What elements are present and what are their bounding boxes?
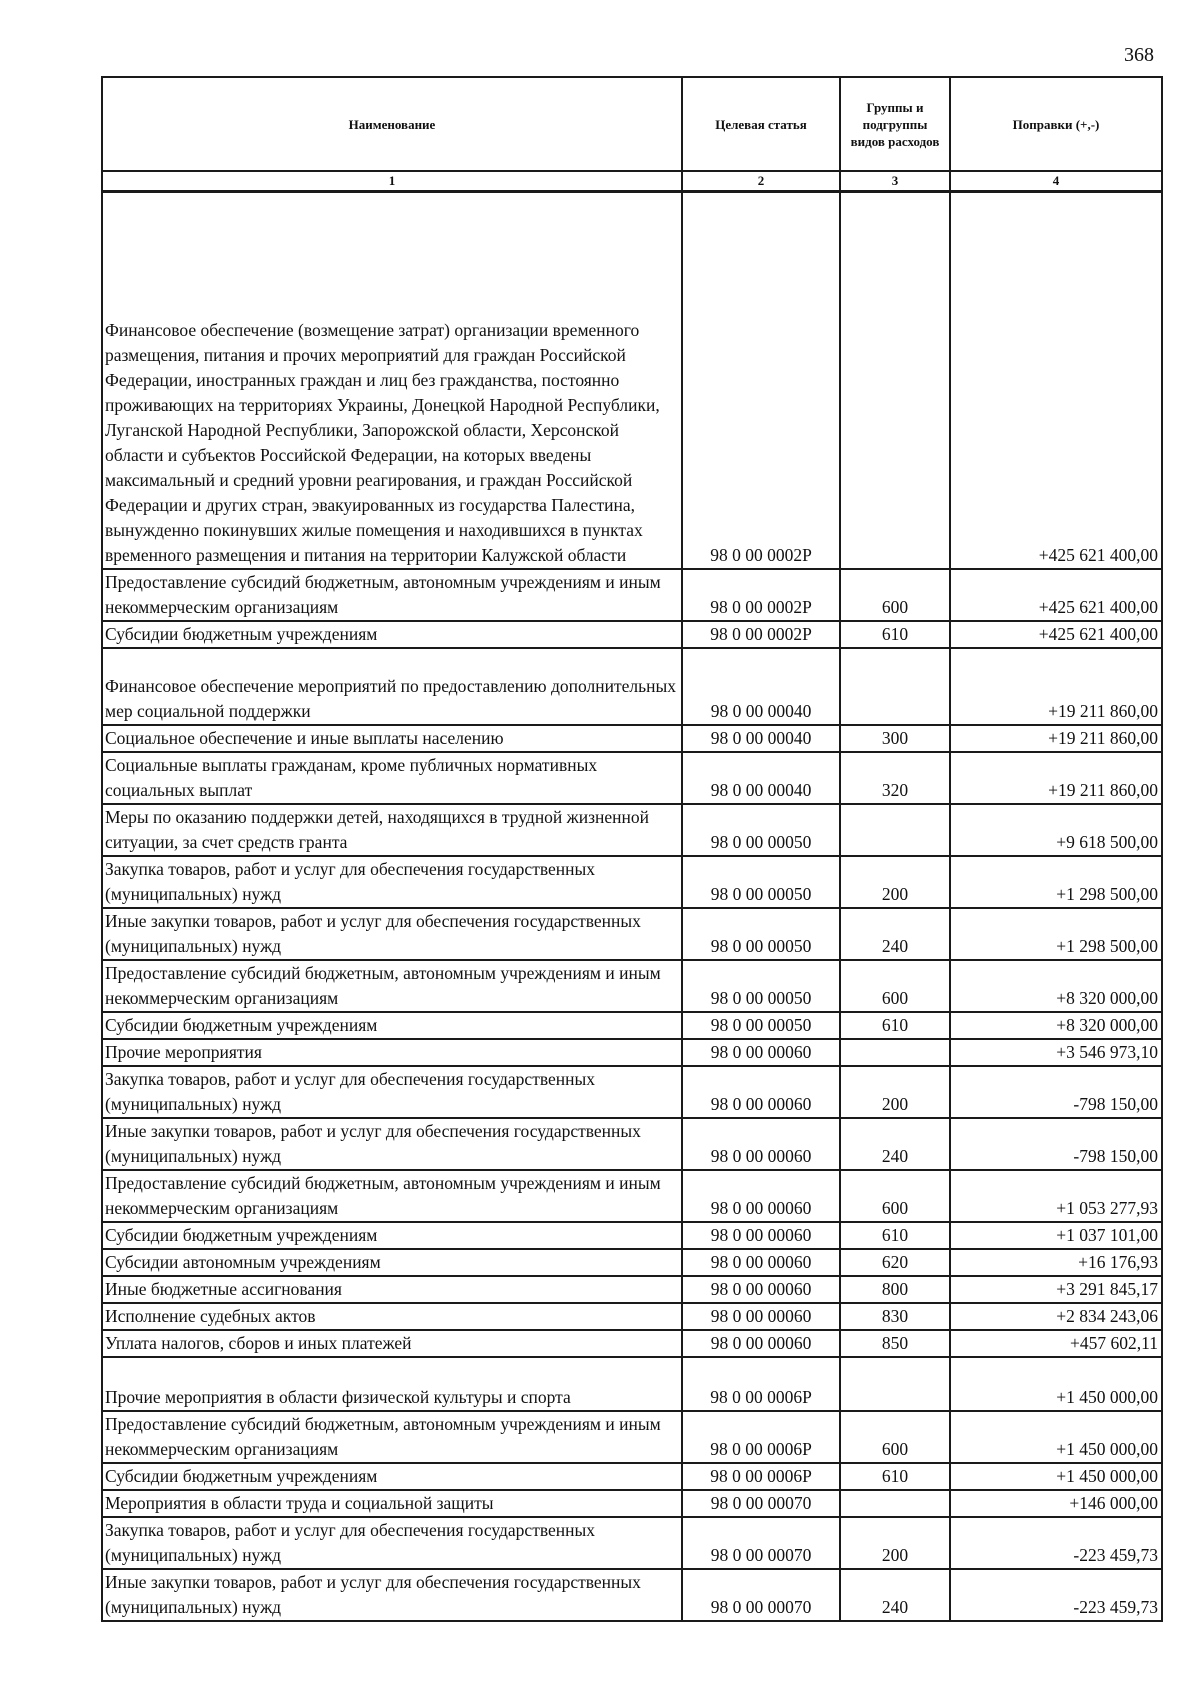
row-amendment: +19 211 860,00 — [950, 752, 1162, 804]
column-number-row — [102, 171, 1162, 192]
table-row — [102, 856, 1162, 908]
row-amendment: +1 053 277,93 — [950, 1170, 1162, 1222]
row-expense-group: 200 — [840, 1066, 950, 1118]
table-header — [102, 77, 1162, 192]
row-expense-group: 850 — [840, 1330, 950, 1357]
row-amendment: +9 618 500,00 — [950, 804, 1162, 856]
table-row — [102, 908, 1162, 960]
row-target-article: 98 0 00 0002Р — [682, 569, 840, 621]
table-row — [102, 621, 1162, 648]
row-amendment: +425 621 400,00 — [950, 569, 1162, 621]
row-expense-group — [840, 1490, 950, 1517]
row-amendment: -798 150,00 — [950, 1066, 1162, 1118]
row-expense-group: 240 — [840, 1569, 950, 1621]
row-target-article: 98 0 00 00040 — [682, 725, 840, 752]
table-row — [102, 1569, 1162, 1621]
row-name: Уплата налогов, сборов и иных платежей — [102, 1330, 682, 1357]
row-name: Предоставление субсидий бюджетным, автономным учреждениям и иным некоммерческим организациям — [102, 1411, 682, 1463]
row-name: Финансовое обеспечение мероприятий по предоставлению дополнительных мер социальной поддержки — [102, 648, 682, 725]
header-target-article: Целевая статья — [682, 77, 840, 171]
row-name: Прочие мероприятия в области физической культуры и спорта — [102, 1357, 682, 1411]
row-expense-group — [840, 1039, 950, 1066]
row-name: Закупка товаров, работ и услуг для обеспечения государственных (муниципальных) нужд — [102, 856, 682, 908]
row-expense-group — [840, 1357, 950, 1411]
row-name: Иные закупки товаров, работ и услуг для обеспечения государственных (муниципальных) нужд — [102, 1118, 682, 1170]
table-row — [102, 804, 1162, 856]
table-row — [102, 648, 1162, 725]
row-amendment: +2 834 243,06 — [950, 1303, 1162, 1330]
row-amendment: -223 459,73 — [950, 1569, 1162, 1621]
table-row — [102, 752, 1162, 804]
row-name: Закупка товаров, работ и услуг для обеспечения государственных (муниципальных) нужд — [102, 1066, 682, 1118]
row-expense-group: 320 — [840, 752, 950, 804]
row-amendment: +19 211 860,00 — [950, 725, 1162, 752]
row-amendment: +1 450 000,00 — [950, 1463, 1162, 1490]
table-row — [102, 1303, 1162, 1330]
table-row — [102, 1490, 1162, 1517]
row-amendment: +1 450 000,00 — [950, 1411, 1162, 1463]
row-target-article: 98 0 00 00060 — [682, 1276, 840, 1303]
row-expense-group: 240 — [840, 908, 950, 960]
row-target-article: 98 0 00 00060 — [682, 1249, 840, 1276]
row-amendment: +8 320 000,00 — [950, 1012, 1162, 1039]
header-row — [102, 77, 1162, 171]
table-row — [102, 569, 1162, 621]
column-number: 3 — [840, 171, 950, 192]
row-target-article: 98 0 00 00070 — [682, 1569, 840, 1621]
row-target-article: 98 0 00 00060 — [682, 1222, 840, 1249]
row-expense-group: 600 — [840, 1170, 950, 1222]
row-target-article: 98 0 00 0006Р — [682, 1463, 840, 1490]
table-row — [102, 1222, 1162, 1249]
table-row — [102, 1249, 1162, 1276]
table-row — [102, 192, 1162, 570]
row-name: Социальные выплаты гражданам, кроме публичных нормативных социальных выплат — [102, 752, 682, 804]
row-name: Иные бюджетные ассигнования — [102, 1276, 682, 1303]
table-body — [102, 192, 1162, 1622]
row-amendment: +3 291 845,17 — [950, 1276, 1162, 1303]
row-name: Иные закупки товаров, работ и услуг для обеспечения государственных (муниципальных) нужд — [102, 908, 682, 960]
row-target-article: 98 0 00 00060 — [682, 1303, 840, 1330]
row-name: Меры по оказанию поддержки детей, находящихся в трудной жизненной ситуации, за счет средств гранта — [102, 804, 682, 856]
row-target-article: 98 0 00 00060 — [682, 1330, 840, 1357]
row-target-article: 98 0 00 0002Р — [682, 192, 840, 570]
row-expense-group: 610 — [840, 1222, 950, 1249]
row-name: Предоставление субсидий бюджетным, автономным учреждениям и иным некоммерческим организациям — [102, 569, 682, 621]
column-number: 2 — [682, 171, 840, 192]
row-target-article: 98 0 00 00050 — [682, 960, 840, 1012]
table-row — [102, 1276, 1162, 1303]
row-name: Предоставление субсидий бюджетным, автономным учреждениям и иным некоммерческим организациям — [102, 1170, 682, 1222]
row-expense-group — [840, 648, 950, 725]
row-expense-group: 600 — [840, 1411, 950, 1463]
row-target-article: 98 0 00 00060 — [682, 1066, 840, 1118]
row-name: Субсидии автономным учреждениям — [102, 1249, 682, 1276]
table-row — [102, 725, 1162, 752]
row-name: Финансовое обеспечение (возмещение затрат) организации временного размещения, питания и прочих мероприятий для граждан Российской Федерации, иностранных граждан и лиц без гражданства, постоянно проживающих на территориях Украины, Донецкой Народной Республики, Луганской Народной Республики, Запорожской области, Херсонской области и субъектов Российской Федерации, на которых введены максимальный и средний уровни реагирования, и граждан Российской Федерации и других стран, эвакуированных из государства Палестина, вынужденно покинувших жилые помещения и находившихся в пунктах временного размещения и питания на территории Калужской области — [102, 192, 682, 570]
table-row — [102, 1039, 1162, 1066]
row-amendment: +1 037 101,00 — [950, 1222, 1162, 1249]
row-amendment: +1 298 500,00 — [950, 856, 1162, 908]
row-amendment: +1 450 000,00 — [950, 1357, 1162, 1411]
row-name: Мероприятия в области труда и социальной защиты — [102, 1490, 682, 1517]
row-name: Субсидии бюджетным учреждениям — [102, 1222, 682, 1249]
table-row — [102, 1357, 1162, 1411]
row-expense-group: 610 — [840, 1463, 950, 1490]
row-amendment: +3 546 973,10 — [950, 1039, 1162, 1066]
row-expense-group: 600 — [840, 569, 950, 621]
row-expense-group: 610 — [840, 621, 950, 648]
row-target-article: 98 0 00 0006Р — [682, 1357, 840, 1411]
row-target-article: 98 0 00 0006Р — [682, 1411, 840, 1463]
table-row — [102, 1411, 1162, 1463]
row-target-article: 98 0 00 00060 — [682, 1170, 840, 1222]
row-expense-group: 240 — [840, 1118, 950, 1170]
row-amendment: +457 602,11 — [950, 1330, 1162, 1357]
table-row — [102, 1066, 1162, 1118]
row-name: Предоставление субсидий бюджетным, автономным учреждениям и иным некоммерческим организациям — [102, 960, 682, 1012]
row-name: Иные закупки товаров, работ и услуг для обеспечения государственных (муниципальных) нужд — [102, 1569, 682, 1621]
row-expense-group: 610 — [840, 1012, 950, 1039]
row-amendment: +19 211 860,00 — [950, 648, 1162, 725]
row-amendment: +425 621 400,00 — [950, 621, 1162, 648]
row-target-article: 98 0 00 0002Р — [682, 621, 840, 648]
row-amendment: -223 459,73 — [950, 1517, 1162, 1569]
header-amendments: Поправки (+,-) — [950, 77, 1162, 171]
page-number: 368 — [1124, 44, 1154, 66]
row-target-article: 98 0 00 00070 — [682, 1517, 840, 1569]
row-expense-group: 830 — [840, 1303, 950, 1330]
column-number: 1 — [102, 171, 682, 192]
row-expense-group — [840, 192, 950, 570]
row-expense-group: 200 — [840, 856, 950, 908]
row-name: Субсидии бюджетным учреждениям — [102, 1463, 682, 1490]
row-expense-group: 600 — [840, 960, 950, 1012]
row-expense-group — [840, 804, 950, 856]
row-amendment: +425 621 400,00 — [950, 192, 1162, 570]
row-name: Социальное обеспечение и иные выплаты населению — [102, 725, 682, 752]
row-name: Закупка товаров, работ и услуг для обеспечения государственных (муниципальных) нужд — [102, 1517, 682, 1569]
table-row — [102, 1463, 1162, 1490]
row-amendment: +8 320 000,00 — [950, 960, 1162, 1012]
header-name: Наименование — [102, 77, 682, 171]
row-expense-group: 620 — [840, 1249, 950, 1276]
row-target-article: 98 0 00 00060 — [682, 1039, 840, 1066]
row-amendment: +1 298 500,00 — [950, 908, 1162, 960]
row-name: Субсидии бюджетным учреждениям — [102, 621, 682, 648]
row-target-article: 98 0 00 00060 — [682, 1118, 840, 1170]
budget-amendments-table — [101, 76, 1163, 1622]
row-amendment: +16 176,93 — [950, 1249, 1162, 1276]
row-target-article: 98 0 00 00040 — [682, 752, 840, 804]
table-row — [102, 1330, 1162, 1357]
table-row — [102, 1118, 1162, 1170]
table-row — [102, 1012, 1162, 1039]
table-row — [102, 960, 1162, 1012]
row-expense-group: 300 — [840, 725, 950, 752]
header-expense-group: Группы и подгруппы видов расходов — [840, 77, 950, 171]
row-amendment: -798 150,00 — [950, 1118, 1162, 1170]
column-number: 4 — [950, 171, 1162, 192]
row-name: Исполнение судебных актов — [102, 1303, 682, 1330]
row-name: Субсидии бюджетным учреждениям — [102, 1012, 682, 1039]
row-target-article: 98 0 00 00070 — [682, 1490, 840, 1517]
row-expense-group: 200 — [840, 1517, 950, 1569]
row-expense-group: 800 — [840, 1276, 950, 1303]
row-target-article: 98 0 00 00050 — [682, 804, 840, 856]
row-target-article: 98 0 00 00050 — [682, 1012, 840, 1039]
table-row — [102, 1170, 1162, 1222]
row-target-article: 98 0 00 00050 — [682, 908, 840, 960]
row-amendment: +146 000,00 — [950, 1490, 1162, 1517]
row-name: Прочие мероприятия — [102, 1039, 682, 1066]
row-target-article: 98 0 00 00040 — [682, 648, 840, 725]
table-row — [102, 1517, 1162, 1569]
row-target-article: 98 0 00 00050 — [682, 856, 840, 908]
